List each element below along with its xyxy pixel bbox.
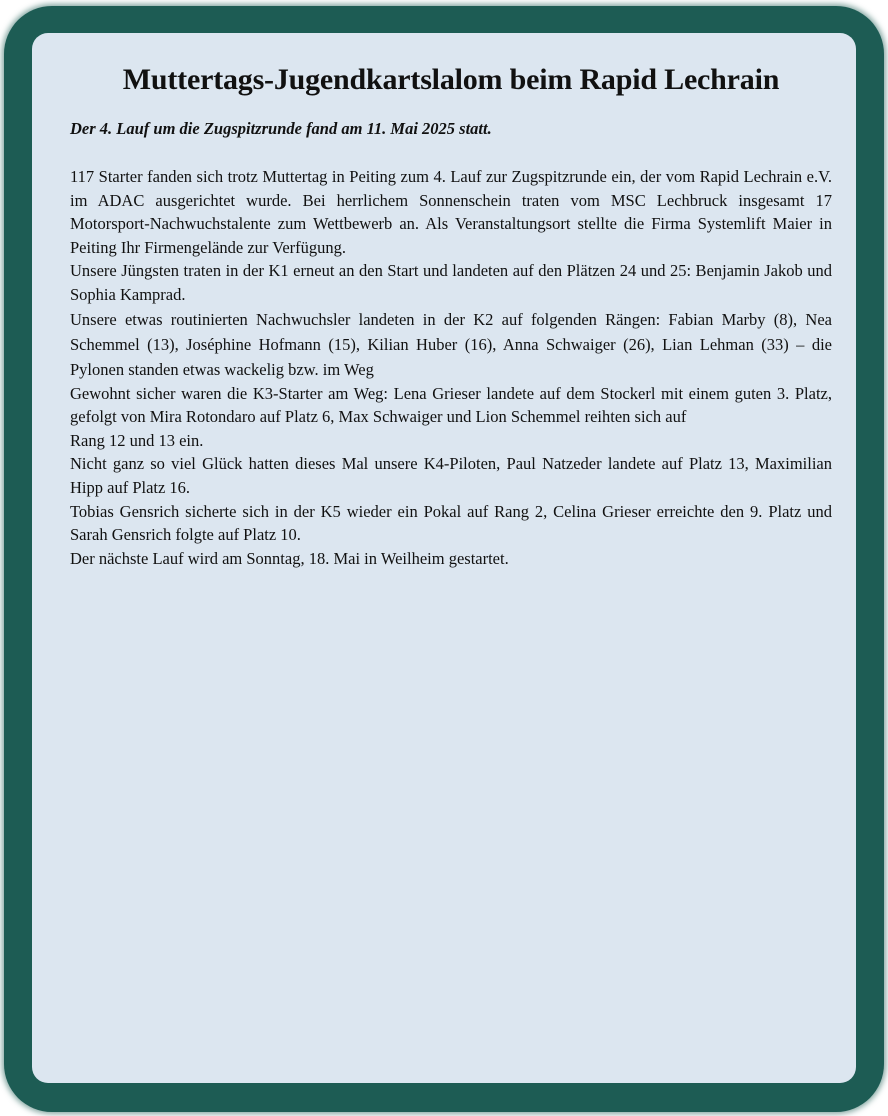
- paragraph-k4: Nicht ganz so viel Glück hatten dieses Mal unsere K4-Piloten, Paul Natzeder landete auf Platz 13, Maximilian Hipp auf Platz 16.: [70, 454, 832, 497]
- paragraph-k1: Unsere Jüngsten traten in der K1 erneut an den Start und landeten auf den Plätzen 24 und 25: Benjamin Jakob und Sophia Kamprad.: [70, 261, 832, 304]
- paragraph-intro: 117 Starter fanden sich trotz Muttertag in Peiting zum 4. Lauf zur Zugspitzrunde ein, der vom Rapid Lechrain e.V. im ADAC ausgerichtet wurde. Bei herrlichem Sonnenschein traten vom MSC Lechbruck insgesamt 17 Motorsport-Nachwuchstalente zum Wettbewerb an. Als Veranstaltungsort stellte die Firma Systemlift Maier in Peiting Ihr Firmengelände zur Verfügung.: [70, 167, 832, 257]
- paragraph-next-race: Der nächste Lauf wird am Sonntag, 18. Mai in Weilheim gestartet.: [70, 548, 509, 568]
- article-title: Muttertags-Jugendkartslalom beim Rapid Lechrain: [122, 63, 780, 96]
- article-body: [70, 165, 832, 570]
- paragraph-k3-ranks: Rang 12 und 13 ein.: [70, 430, 204, 450]
- paragraph-k3: Gewohnt sicher waren die K3-Starter am Weg: Lena Grieser landete auf dem Stockerl mit einem guten 3. Platz, gefolgt von Mira Rotondaro auf Platz 6, Max Schwaiger und Lion Schemmel reihten sich auf: [70, 383, 832, 427]
- paragraph-k5: Tobias Gensrich sicherte sich in der K5 wieder ein Pokal auf Rang 2, Celina Grieser erreichte den 9. Platz und Sarah Gensrich folgte auf Platz 10.: [70, 501, 832, 545]
- paragraph-k2: Unsere etwas routinierten Nachwuchsler landeten in der K2 auf folgenden Rängen: Fabian Marby (8), Nea Schemmel (13), Joséphine Hofmann (15), Kilian Huber (16), Anna Schwaiger (26), Lian Lehman (33) – die Pylonen standen etwas wackelig bzw. im Weg: [70, 309, 832, 379]
- article-subtitle: Der 4. Lauf um die Zugspitzrunde fand am 11. Mai 2025 statt.: [70, 119, 492, 138]
- article-panel: [32, 33, 856, 1083]
